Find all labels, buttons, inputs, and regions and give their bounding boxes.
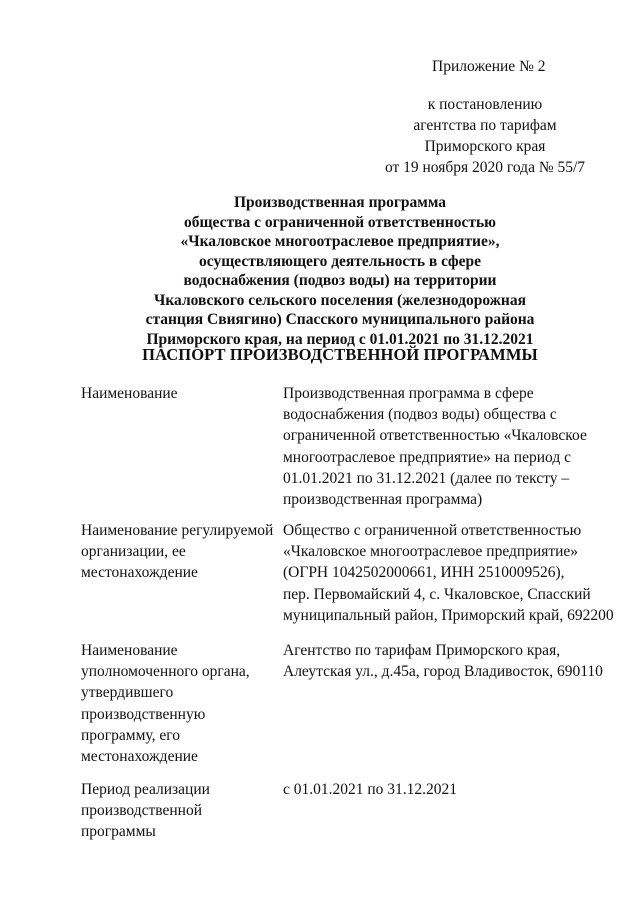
- passport-heading: ПАСПОРТ ПРОИЗВОДСТВЕННОЙ ПРОГРАММЫ: [142, 345, 538, 364]
- appendix-title: Приложение № 2: [432, 58, 546, 75]
- row-value-line: «Чкаловское многоотраслевое предприятие»: [283, 543, 579, 561]
- appendix-line: к постановлению: [427, 96, 543, 113]
- program-title-line: Приморского края, на период с 01.01.2021 по 31.12.2021: [146, 330, 534, 348]
- row-label-line: организации, ее: [81, 543, 186, 561]
- row-value-line: с 01.01.2021 по 31.12.2021: [283, 781, 458, 798]
- row-label-line: Наименование: [81, 385, 178, 402]
- row-value-line: (ОГРН 1042502000661, ИНН 2510009526),: [283, 564, 565, 582]
- row-value: [283, 383, 623, 510]
- row-label-line: производственную: [81, 705, 206, 723]
- row-value-line: Агентство по тарифам Приморского края,: [283, 642, 561, 659]
- row-label: [81, 520, 276, 584]
- program-title-line: водоснабжения (подвоз воды) на территории: [183, 272, 497, 289]
- row-value-line: производственная программа): [283, 491, 483, 509]
- row-value-line: пер. Первомайский 4, с. Чкаловское, Спасский: [283, 585, 591, 603]
- program-title-line: общества с ограниченной ответственностью: [183, 213, 497, 231]
- row-label-line: Наименование регулируемой: [81, 522, 274, 539]
- appendix-block: [380, 56, 590, 178]
- row-label-line: местонахождение: [81, 748, 198, 766]
- row-value: [283, 520, 623, 626]
- row-value-line: муниципальный район, Приморский край, 692200: [283, 606, 614, 624]
- program-title-line: осуществляющего деятельность в сфере: [199, 252, 481, 270]
- row-label: [81, 779, 276, 843]
- appendix-line: агентства по тарифам: [413, 117, 557, 134]
- row-label-line: уполномоченного органа,: [81, 663, 250, 681]
- row-label: [81, 383, 276, 404]
- row-label-line: программы: [81, 823, 156, 841]
- row-value: [283, 779, 623, 800]
- row-value-line: 01.01.2021 по 31.12.2021 (далее по тексту –: [283, 469, 570, 487]
- row-label: [81, 640, 276, 767]
- row-label-line: производственной: [81, 802, 203, 820]
- row-label-line: Период реализации: [81, 781, 210, 798]
- program-title-line: Чкаловского сельского поселения (железнодорожная: [153, 291, 526, 309]
- program-title-line: Производственная программа: [233, 194, 447, 211]
- row-value-line: Производственная программа в сфере: [283, 385, 534, 402]
- row-value-line: водоснабжения (подвоз воды) общества с: [283, 406, 557, 424]
- row-label-line: утвердившего: [81, 684, 174, 702]
- row-label-line: Наименование: [81, 642, 178, 659]
- program-title-line: «Чкаловское многоотраслевое предприятие»,: [180, 233, 500, 250]
- row-value-line: Общество с ограниченной ответственностью: [283, 522, 582, 539]
- row-value-line: Алеутская ул., д.45а, город Владивосток, 690110: [283, 663, 603, 681]
- appendix-line: от 19 ноября 2020 года № 55/7: [384, 159, 586, 176]
- row-label-line: программу, его: [81, 726, 180, 744]
- program-title-line: станция Свиягино) Спасского муниципального района: [145, 311, 535, 328]
- appendix-line: Приморского края: [424, 138, 546, 155]
- row-value-line: многоотраслевое предприятие» на период с: [283, 448, 571, 466]
- row-label-line: местонахождение: [81, 564, 198, 582]
- program-title: [60, 193, 620, 349]
- row-value: [283, 640, 623, 682]
- row-value-line: ограниченной ответственностью «Чкаловское: [283, 427, 587, 445]
